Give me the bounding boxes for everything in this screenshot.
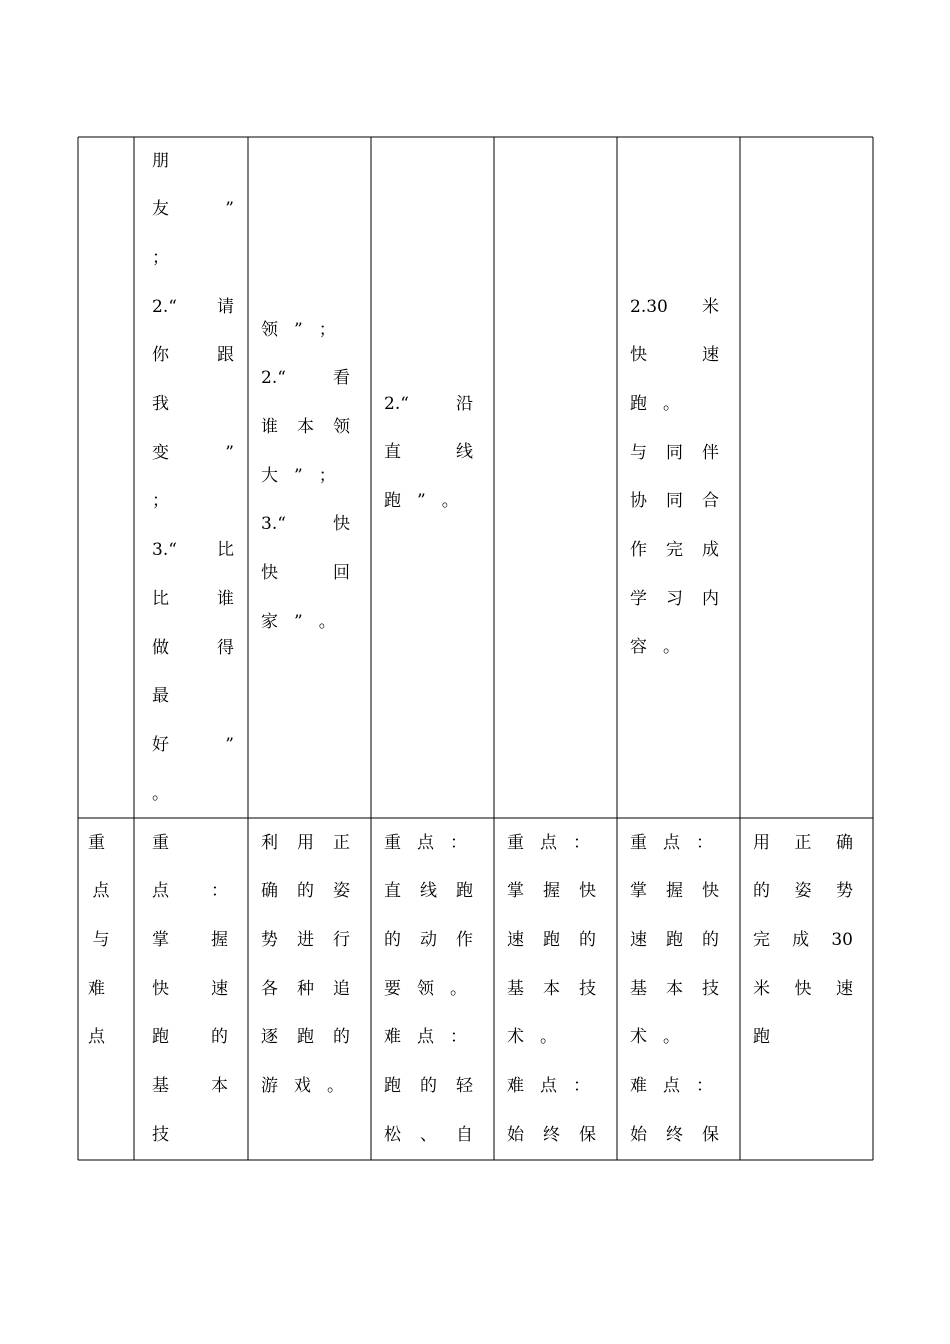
text-token: 用 [753,832,770,853]
text-line [384,389,473,419]
text-token: 跑 [666,929,683,950]
text-line [152,1023,228,1053]
text-line [152,292,234,322]
text-token: 2.“ [152,296,177,317]
text-token: ； [152,247,169,268]
text-line [261,877,350,907]
text-token: 始 [630,1124,647,1145]
text-token: 快 [333,514,350,535]
text-token: 看 [333,368,350,389]
text-line [152,487,234,517]
text-token: 握 [666,881,683,902]
text-token: 进 [297,929,314,950]
text-line [152,438,234,468]
text-line [507,974,596,1004]
text-token: 习 [666,588,683,609]
text-token: 2.“ [261,368,286,389]
text-line [261,1072,350,1102]
row2-keypoint-cell-col5 [507,818,596,1160]
text-line [630,633,719,663]
text-line [384,877,473,907]
text-line [507,925,596,955]
text-token: 逐 [261,1027,278,1048]
text-token: 保 [702,1124,719,1145]
text-token: 术 [630,1027,647,1048]
text-token: 基 [152,1076,169,1096]
text-token: ： [450,1027,467,1048]
text-token: 点 [417,832,434,853]
text-token: 重 [630,832,647,853]
text-line [261,364,350,394]
text-token: 利 [261,832,278,853]
text-token: 自 [456,1124,473,1145]
text-line [261,974,350,1004]
text-line [630,1023,719,1053]
text-token: 30 [831,929,853,950]
text-token: 点 [88,1027,105,1048]
text-line [507,1072,596,1102]
text-token: 大 [261,465,278,486]
text-token: 线 [420,881,437,902]
text-token: 速 [630,929,647,950]
text-line [630,536,719,566]
text-token: 。 [441,490,459,511]
text-token: 点 [663,1076,680,1096]
text-token: 学 [630,588,647,609]
text-token: 点 [92,881,110,902]
text-token: 掌 [630,881,647,902]
text-token: 种 [297,978,314,999]
text-line [152,146,234,176]
text-line [261,510,350,540]
text-token: 的 [579,929,596,950]
text-token: 始 [507,1124,524,1145]
text-token: 线 [456,442,473,463]
text-token: 重 [152,832,169,853]
text-token: 的 [420,1076,437,1096]
text-line [152,925,228,955]
text-line [384,974,473,1004]
text-token: 请 [217,296,234,317]
text-line [630,877,719,907]
text-token: 跑 [384,1076,401,1096]
text-token: 动 [420,929,437,950]
text-token: 内 [702,588,719,609]
text-line [630,341,719,371]
text-token: 点 [663,832,680,853]
text-token: ： [573,1076,590,1096]
text-token: ： [696,1076,713,1096]
text-token: 势 [836,881,853,902]
text-token: 。 [318,611,336,632]
row1-activities-cell-col7 [753,137,853,818]
text-line [152,584,234,614]
text-token: 。 [663,393,680,414]
text-token: 势 [261,929,278,950]
text-line [261,412,350,442]
text-token: 姿 [794,881,812,902]
text-token: 保 [579,1124,596,1145]
text-token: ” [225,442,234,463]
text-token: 直 [384,442,401,463]
text-line [384,1072,473,1102]
text-token: 完 [753,929,770,950]
text-token: 2.30 [630,296,668,317]
text-token: 掌 [152,929,169,950]
text-line [152,633,234,663]
text-line [88,877,114,907]
text-line [507,828,596,858]
text-line [384,925,473,955]
text-token: 快 [152,978,169,999]
text-token: 跑 [384,490,401,511]
text-line [630,1072,719,1102]
text-token: 各 [261,978,278,999]
text-line [630,1120,719,1150]
text-token: ” [294,611,303,632]
text-token: 速 [702,345,719,366]
text-token: 沿 [456,393,473,414]
text-line [261,559,350,589]
text-line [753,925,853,955]
text-token: 难 [88,978,105,999]
text-token: 点 [540,832,557,853]
text-token: 技 [579,978,596,999]
row2-keypoint-cell-col4 [384,818,473,1160]
text-token: 回 [333,563,350,583]
row1-activities-cell-col4 [384,137,473,818]
text-line [261,461,350,491]
text-token: 的 [384,929,401,950]
text-line [630,487,719,517]
text-token: 正 [794,832,812,853]
text-line [384,828,473,858]
text-token: 友 [152,199,169,220]
text-line [753,974,853,1004]
row1-activities-cell-col2 [152,137,234,818]
row1-col1-cell [78,137,134,818]
text-line [152,243,234,273]
text-token: ” [294,465,303,486]
text-token: 快 [794,978,812,999]
text-line [261,925,350,955]
text-token: 作 [456,929,473,950]
row2-keypoint-cell-col2 [152,818,228,1160]
text-token: 。 [450,978,467,999]
text-line [384,438,473,468]
text-line [261,607,350,637]
text-token: 谁 [261,416,278,437]
text-token: 作 [630,540,647,560]
text-token: 握 [211,929,228,950]
text-line [630,389,719,419]
text-token: 重 [88,832,105,853]
text-line [261,828,350,858]
text-token: 基 [507,978,524,999]
text-token: 做 [152,637,169,658]
text-token: 本 [666,978,683,999]
text-token: 的 [297,881,314,902]
text-token: 直 [384,881,401,902]
text-token: 协 [630,491,647,512]
text-token: 的 [333,1027,350,1048]
text-token: 点 [152,881,169,902]
text-token: 快 [630,345,647,366]
text-token: 的 [211,1027,228,1048]
text-token: 跑 [152,1027,169,1048]
text-line [507,877,596,907]
text-line [384,486,473,516]
text-token: 你 [152,345,169,366]
text-token: ” [417,490,426,511]
text-token: 点 [417,1027,434,1048]
text-token: 终 [543,1124,560,1145]
text-token: 3.“ [261,514,286,535]
text-token: 确 [836,832,853,853]
text-token: 的 [753,881,770,902]
text-token: 重 [384,832,401,853]
text-token: 跑 [297,1027,314,1048]
text-line [152,390,234,420]
text-token: 。 [663,1027,680,1048]
text-token: 伴 [702,442,719,463]
text-token: 速 [507,929,524,950]
text-token: 完 [666,540,683,560]
text-line [753,877,853,907]
text-token: 重 [507,832,524,853]
text-token: 同 [666,442,683,463]
row2-keypoint-cell-col3 [261,818,350,1160]
text-token: ” [225,199,234,220]
text-token: 要 [384,978,401,999]
text-token: 领 [333,416,350,437]
text-line [753,1023,853,1053]
text-token: 本 [211,1076,228,1096]
text-line [152,974,228,1004]
text-line [152,779,234,809]
text-token: 游 [261,1076,278,1096]
text-token: 本 [297,416,314,437]
text-token: 朋 [152,150,169,171]
text-line [88,974,114,1004]
text-token: ： [573,832,590,853]
text-line [630,438,719,468]
row2-label-cell [88,818,114,1160]
text-token: ” [225,734,234,755]
text-token: 终 [666,1124,683,1145]
text-token: 比 [152,588,169,609]
text-line [261,315,350,345]
text-token: 跑 [543,929,560,950]
text-line [152,341,234,371]
row2-keypoint-cell-col7 [753,818,853,1160]
row1-activities-cell-col6 [630,137,719,818]
text-token: 基 [630,978,647,999]
text-token: 速 [836,978,853,999]
text-line [384,1120,473,1150]
text-line [261,1023,350,1053]
text-token: ； [152,491,169,512]
text-token: 点 [540,1076,557,1096]
text-token: 我 [152,394,169,414]
text-token: 与 [92,929,110,950]
text-token: 。 [663,637,680,658]
text-token: 跑 [753,1027,770,1048]
text-token: 跑 [456,881,473,902]
text-token: 家 [261,611,278,632]
text-token: 技 [152,1124,169,1145]
text-line [507,1120,596,1150]
text-token: ” [294,319,303,340]
text-token: 得 [217,637,234,658]
text-line [88,828,114,858]
text-line [630,828,719,858]
text-token: 变 [152,442,169,463]
text-token: 与 [630,442,647,463]
text-token: 难 [630,1076,647,1096]
text-line [88,925,114,955]
text-line [753,828,853,858]
text-token: 成 [792,929,810,950]
text-token: 松 [384,1124,401,1145]
text-token: ： [696,832,713,853]
text-line [152,877,228,907]
text-line [507,1023,596,1053]
text-line [152,195,234,225]
row1-activities-cell-col3 [261,137,350,818]
text-line [630,974,719,1004]
text-token: 。 [327,1076,344,1096]
text-token: 术 [507,1027,524,1048]
text-token: 领 [261,319,278,340]
text-token: 谁 [217,588,234,609]
text-token: 难 [507,1076,524,1096]
text-line [152,730,234,760]
text-line [630,292,719,322]
text-token: 用 [297,832,314,853]
text-line [152,682,234,712]
text-token: 。 [152,783,169,804]
text-token: 3.“ [152,540,177,561]
text-token: 领 [417,978,434,999]
text-token: 行 [333,929,350,950]
text-token: 合 [702,491,719,512]
text-token: 轻 [456,1076,473,1096]
text-token: 快 [702,881,719,902]
text-token: 米 [702,296,719,317]
text-line [152,1072,228,1102]
text-token: 快 [579,881,596,902]
text-token: 。 [540,1027,557,1048]
text-token: 正 [333,832,350,853]
text-line [630,925,719,955]
text-token: 跟 [217,345,234,366]
text-line [630,584,719,614]
text-token: 本 [543,978,560,999]
text-token: 同 [666,491,683,512]
text-line [384,1023,473,1053]
text-token: 快 [261,563,278,583]
text-token: 姿 [333,881,350,902]
text-token: 比 [217,540,234,561]
text-token: 最 [152,686,169,707]
text-token: ： [450,832,467,853]
text-token: 难 [384,1027,401,1048]
text-token: 2.“ [384,393,409,414]
text-token: 掌 [507,881,524,902]
text-token: 、 [420,1124,437,1145]
text-token: 戏 [294,1076,311,1096]
text-token: 技 [702,978,719,999]
text-token: 米 [753,978,770,999]
text-token: ； [318,465,336,486]
text-token: 的 [702,929,719,950]
row1-activities-cell-col5 [507,137,596,818]
text-token: 确 [261,881,278,902]
text-line [152,1120,228,1150]
text-token: 追 [333,978,350,999]
text-token: 跑 [630,393,647,414]
text-line [152,536,234,566]
text-line [88,1023,114,1053]
row2-keypoint-cell-col6 [630,818,719,1160]
text-token: 速 [211,978,228,999]
text-token: ： [211,881,228,902]
text-token: 握 [543,881,560,902]
text-token: ； [318,319,336,340]
text-token: 好 [152,734,169,755]
text-token: 容 [630,637,647,658]
text-token: 成 [702,540,719,560]
text-line [152,828,228,858]
